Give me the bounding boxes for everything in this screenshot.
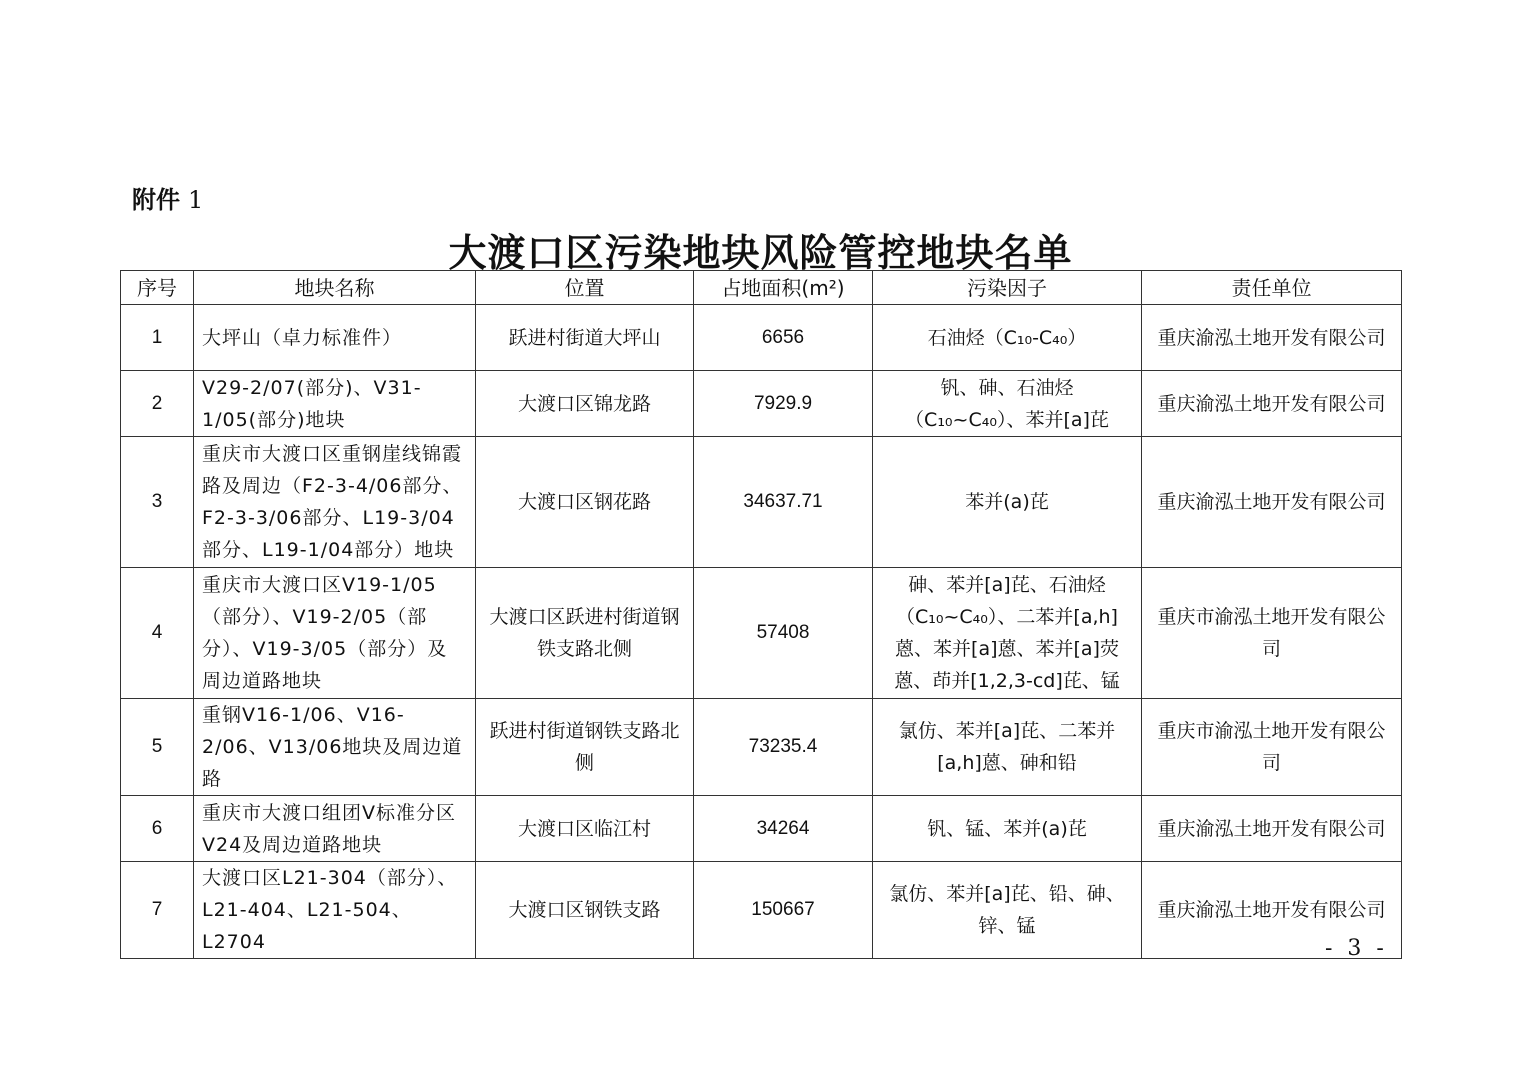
cell-name: 重庆市大渡口区重钢崖线锦霞路及周边（F2-3-4/06部分、F2-3-3/06部分、L19-3/04部分、L19-1/04部分）地块 [194, 437, 476, 568]
page-title: 大渡口区污染地块风险管控地块名单 [448, 230, 1073, 275]
cell-pollutants: 钒、砷、石油烃（C₁₀~C₄₀）、苯并[a]芘 [873, 371, 1142, 437]
cell-pollutants: 砷、苯并[a]芘、石油烃（C₁₀~C₄₀）、二苯并[a,h]蒽、苯并[a]蒽、苯并[a]荧蒽、茚并[1,2,3-cd]芘、锰 [873, 568, 1142, 699]
table-row [121, 796, 1402, 862]
cell-location: 跃进村街道大坪山 [476, 305, 694, 371]
attachment-number: 1 [188, 186, 204, 214]
cell-name: 大坪山（卓力标准件） [194, 305, 476, 371]
cell-location: 跃进村街道钢铁支路北侧 [476, 699, 694, 796]
cell-name: 重钢V16-1/06、V16-2/06、V13/06地块及周边道路 [194, 699, 476, 796]
cell-name: 重庆市大渡口区V19-1/05（部分）、V19-2/05（部分）、V19-3/05（部分）及周边道路地块 [194, 568, 476, 699]
cell-name: V29-2/07(部分)、V31-1/05(部分)地块 [194, 371, 476, 437]
cell-location: 大渡口区临江村 [476, 796, 694, 862]
header-no: 序号 [121, 271, 194, 305]
cell-no: 4 [121, 568, 194, 699]
header-unit: 责任单位 [1142, 271, 1402, 305]
cell-no: 1 [121, 305, 194, 371]
table-row [121, 568, 1402, 699]
cell-unit: 重庆渝泓土地开发有限公司 [1142, 796, 1402, 862]
cell-area: 7929.9 [694, 371, 873, 437]
attachment-label [132, 180, 203, 215]
cell-pollutants: 钒、锰、苯并(a)芘 [873, 796, 1142, 862]
cell-unit: 重庆市渝泓土地开发有限公司 [1142, 699, 1402, 796]
cell-area: 150667 [694, 862, 873, 959]
cell-name: 重庆市大渡口组团V标准分区V24及周边道路地块 [194, 796, 476, 862]
cell-name: 大渡口区L21-304（部分）、L21-404、L21-504、L2704 [194, 862, 476, 959]
site-table [120, 270, 1402, 959]
cell-pollutants: 氯仿、苯并[a]芘、铅、砷、锌、锰 [873, 862, 1142, 959]
cell-no: 2 [121, 371, 194, 437]
cell-no: 3 [121, 437, 194, 568]
cell-area: 6656 [694, 305, 873, 371]
table-row [121, 699, 1402, 796]
header-location: 位置 [476, 271, 694, 305]
cell-unit: 重庆渝泓土地开发有限公司 [1142, 371, 1402, 437]
cell-pollutants: 氯仿、苯并[a]芘、二苯并[a,h]蒽、砷和铅 [873, 699, 1142, 796]
cell-location: 大渡口区锦龙路 [476, 371, 694, 437]
table-row [121, 437, 1402, 568]
table-row [121, 305, 1402, 371]
cell-location: 大渡口区钢铁支路 [476, 862, 694, 959]
cell-pollutants: 苯并(a)芘 [873, 437, 1142, 568]
cell-area: 34264 [694, 796, 873, 862]
page-number: - 3 - [1325, 936, 1388, 961]
cell-unit: 重庆渝泓土地开发有限公司 [1142, 437, 1402, 568]
cell-no: 5 [121, 699, 194, 796]
cell-no: 7 [121, 862, 194, 959]
attachment-text: 附件 [132, 186, 180, 214]
cell-unit: 重庆渝泓土地开发有限公司 [1142, 305, 1402, 371]
cell-location: 大渡口区跃进村街道钢铁支路北侧 [476, 568, 694, 699]
cell-no: 6 [121, 796, 194, 862]
header-pollutants: 污染因子 [873, 271, 1142, 305]
cell-area: 57408 [694, 568, 873, 699]
header-name: 地块名称 [194, 271, 476, 305]
table-header-row [121, 271, 1402, 305]
table-row [121, 371, 1402, 437]
cell-area: 73235.4 [694, 699, 873, 796]
table-row [121, 862, 1402, 959]
cell-pollutants: 石油烃（C₁₀-C₄₀） [873, 305, 1142, 371]
header-area: 占地面积(m²) [694, 271, 873, 305]
cell-location: 大渡口区钢花路 [476, 437, 694, 568]
cell-unit: 重庆市渝泓土地开发有限公司 [1142, 568, 1402, 699]
cell-area: 34637.71 [694, 437, 873, 568]
cell-unit: 重庆渝泓土地开发有限公司 [1142, 862, 1402, 959]
